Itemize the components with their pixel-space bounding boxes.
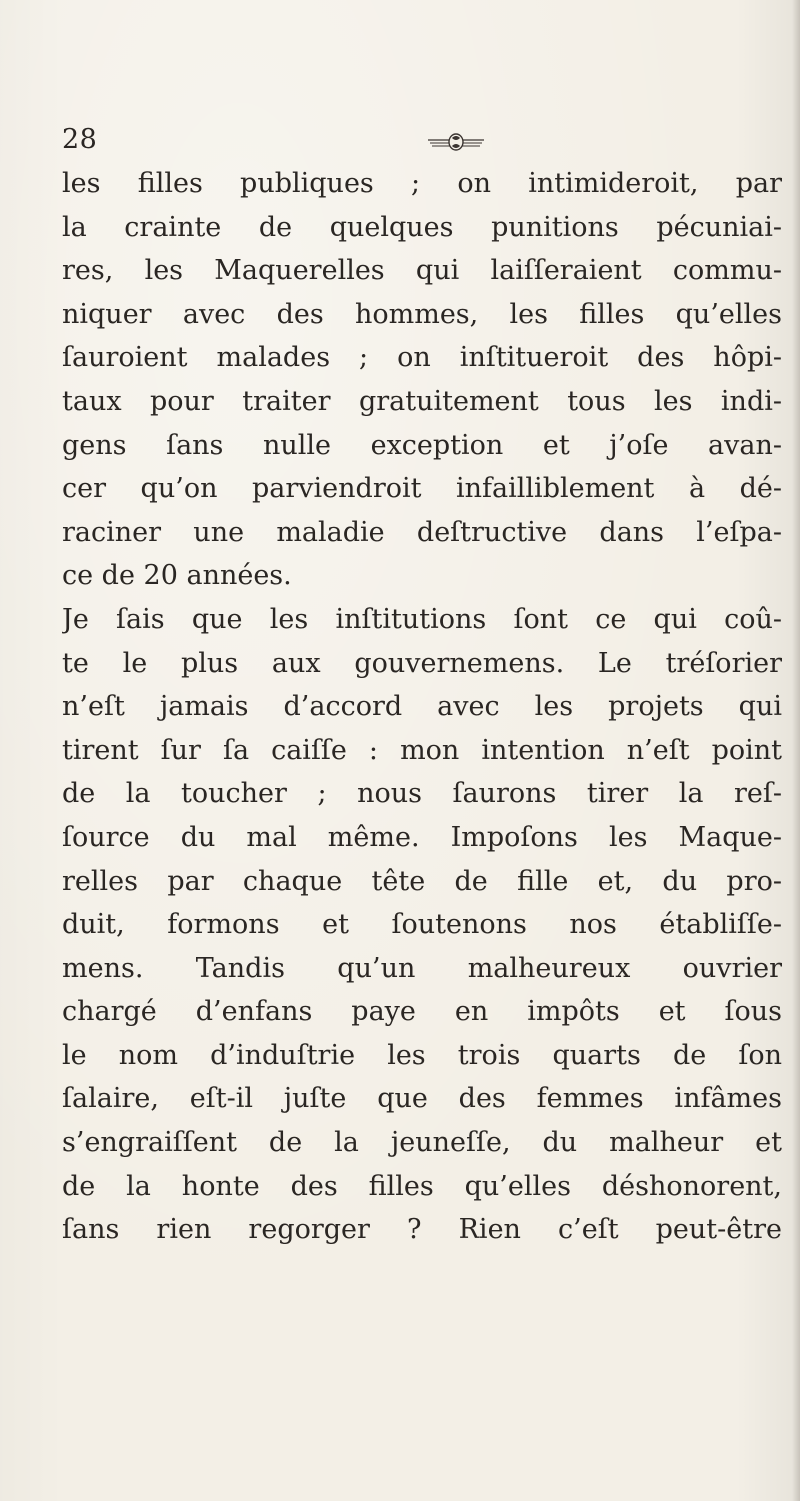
text-line: ſource du mal même. Impoſons les Maque- [62,821,782,853]
text-line: duit, formons et ſoutenons nos établiſſe- [62,909,782,941]
text-line: relles par chaque tête de fille et, du pro- [62,865,782,897]
ornament-icon [426,132,486,152]
text-line: les filles publiques ; on intimideroit, par [62,168,782,199]
text-line: ſauroient malades ; on inſtitueroit des hôpi- [62,342,782,374]
text-line: te le plus aux gouvernemens. Le tréſorier [62,647,782,679]
text-line: Je ſais que les inſtitutions ſont ce qui coû- [62,603,782,635]
page-number: 28 [62,124,98,155]
text-line: le nom d’induſtrie les trois quarts de ſon [62,1039,782,1071]
text-line: tirent ſur ſa caiſſe : mon intention n’eſt point [62,734,782,766]
text-line: de la toucher ; nous ſaurons tirer la reſ- [62,778,782,810]
text-line: res, les Maquerelles qui laiſſeraient commu- [62,255,782,287]
text-line: n’eſt jamais d’accord avec les projets qui [62,691,782,723]
text-line: taux pour traiter gratuitement tous les indi- [62,385,782,417]
body-text [62,162,782,1252]
text-line: ce de 20 années. [62,560,292,592]
text-line: cer qu’on parviendroit infailliblement à dé- [62,473,782,505]
text-line: la crainte de quelques punitions pécuniai- [62,211,782,243]
text-line: gens ſans nulle exception et j’oſe avan- [62,429,782,461]
page-header [62,118,782,158]
text-line: niquer avec des hommes, les filles qu’elles [62,298,782,330]
text-line: de la honte des filles qu’elles déshonorent, [62,1170,782,1202]
text-line: ſalaire, eſt-il juſte que des femmes infâmes [62,1083,782,1115]
text-line: raciner une maladie deſtructive dans l’eſpa- [62,516,782,548]
text-line: s’engraiſſent de la jeuneſſe, du malheur et [62,1127,782,1159]
text-line: mens. Tandis qu’un malheureux ouvrier [62,952,782,984]
page-edge-shadow [792,0,800,1501]
text-line: chargé d’enfans paye en impôts et ſous [62,996,782,1028]
text-line: ſans rien regorger ? Rien c’eſt peut-être [62,1214,782,1246]
